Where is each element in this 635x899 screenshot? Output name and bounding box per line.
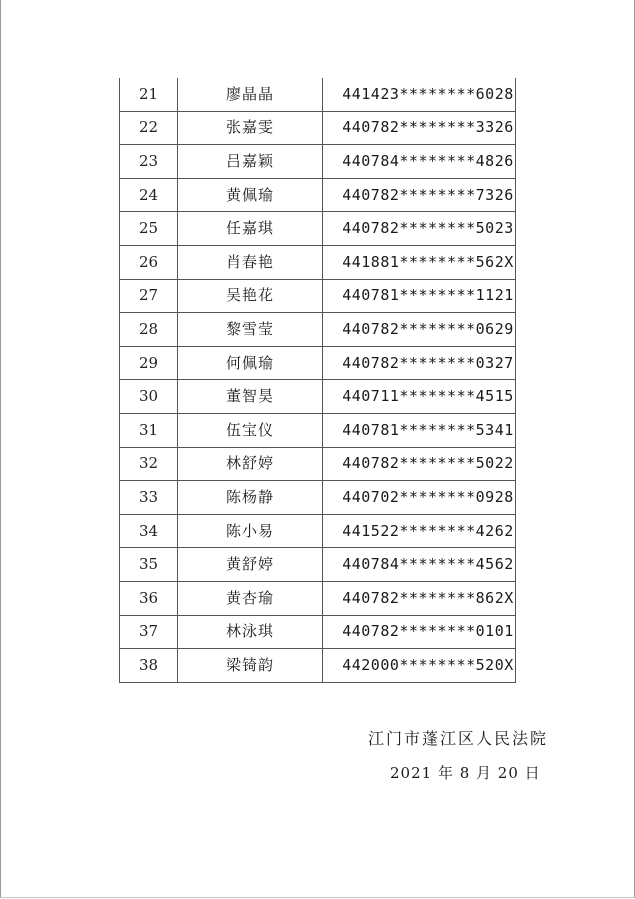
id-number: 440782********0327 [323,346,516,380]
issuing-court: 江门市蓬江区人民法院 [368,729,549,748]
table-row [120,514,516,548]
person-name: 张嘉雯 [178,111,323,145]
table-row [120,279,516,313]
table-row [120,111,516,145]
row-number: 28 [120,313,178,347]
person-name: 黄佩瑜 [178,178,323,212]
row-number: 34 [120,514,178,548]
id-number: 441423********6028 [323,78,516,111]
person-name: 任嘉琪 [178,212,323,246]
person-name: 陈杨静 [178,481,323,515]
row-number: 21 [120,78,178,111]
id-number: 440781********1121 [323,279,516,313]
row-number: 32 [120,447,178,481]
table-row [120,481,516,515]
table-row [120,245,516,279]
table-row [120,212,516,246]
row-number: 35 [120,548,178,582]
table-row [120,548,516,582]
row-number: 33 [120,481,178,515]
row-number: 38 [120,649,178,683]
row-number: 23 [120,145,178,179]
table-row [120,581,516,615]
table-row [120,346,516,380]
id-number: 440782********0629 [323,313,516,347]
id-number: 440702********0928 [323,481,516,515]
id-number: 440782********0101 [323,615,516,649]
person-name: 何佩瑜 [178,346,323,380]
roster-table [119,78,516,683]
id-number: 440711********4515 [323,380,516,414]
row-number: 36 [120,581,178,615]
table-row [120,145,516,179]
person-name: 黄杏瑜 [178,581,323,615]
table-row [120,413,516,447]
row-number: 22 [120,111,178,145]
row-number: 31 [120,413,178,447]
id-number: 441522********4262 [323,514,516,548]
person-name: 梁锜韵 [178,649,323,683]
id-number: 440782********3326 [323,111,516,145]
row-number: 24 [120,178,178,212]
id-number: 440782********862X [323,581,516,615]
row-number: 29 [120,346,178,380]
row-number: 30 [120,380,178,414]
person-name: 董智昊 [178,380,323,414]
id-number: 440782********5023 [323,212,516,246]
row-number: 25 [120,212,178,246]
person-name: 吕嘉颖 [178,145,323,179]
table-row [120,649,516,683]
id-number: 440784********4562 [323,548,516,582]
row-number: 37 [120,615,178,649]
row-number: 26 [120,245,178,279]
id-number: 441881********562X [323,245,516,279]
id-number: 442000********520X [323,649,516,683]
person-name: 黎雪莹 [178,313,323,347]
table-row [120,313,516,347]
person-name: 林舒婷 [178,447,323,481]
row-number: 27 [120,279,178,313]
person-name: 林泳琪 [178,615,323,649]
table-row [120,447,516,481]
issue-date: 2021 年 8 月 20 日 [390,764,541,782]
table-row [120,178,516,212]
person-name: 陈小易 [178,514,323,548]
person-name: 廖晶晶 [178,78,323,111]
id-number: 440781********5341 [323,413,516,447]
table-row [120,78,516,111]
person-name: 肖春艳 [178,245,323,279]
person-name: 吴艳花 [178,279,323,313]
roster-table-body [120,78,516,682]
id-number: 440782********7326 [323,178,516,212]
id-number: 440784********4826 [323,145,516,179]
table-row [120,615,516,649]
person-name: 黄舒婷 [178,548,323,582]
table-row [120,380,516,414]
id-number: 440782********5022 [323,447,516,481]
person-name: 伍宝仪 [178,413,323,447]
